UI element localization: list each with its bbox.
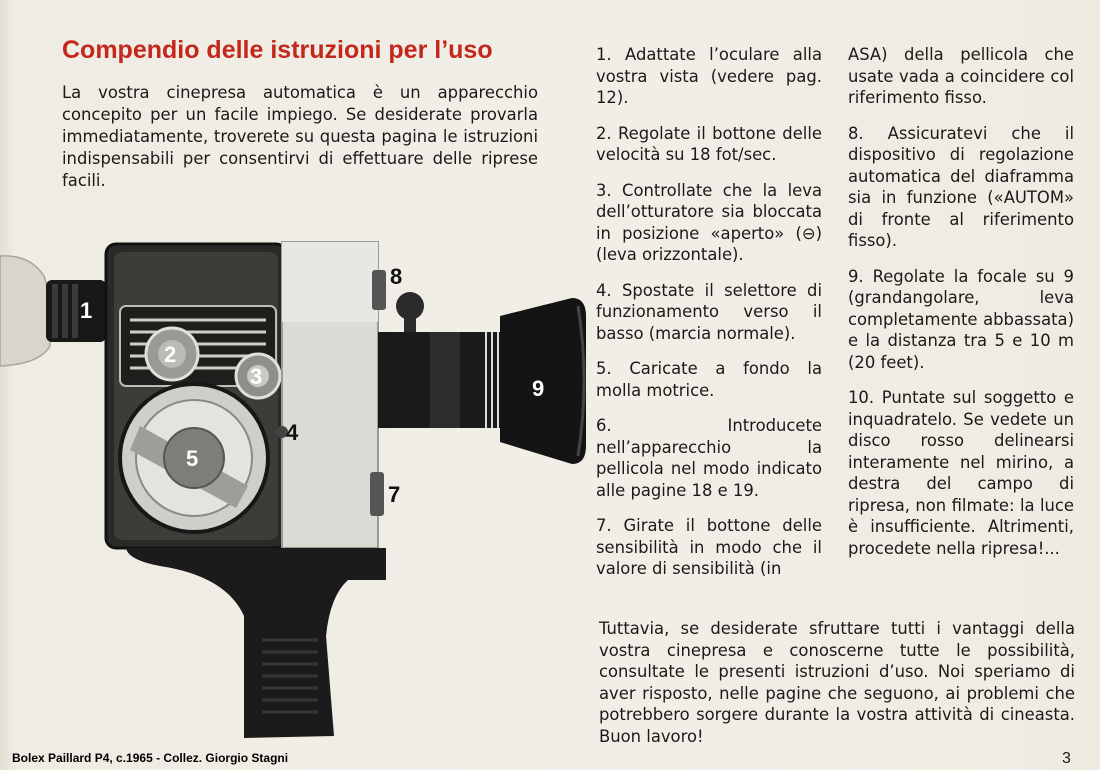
instruction-step: 7. Girate il bottone delle sensibilità in modo che il valore di sensibilità (in (596, 516, 822, 578)
instructions-column-right (848, 44, 1074, 573)
callout-1: 1 (80, 298, 93, 323)
instruction-step: 5. Caricate a fondo la molla motrice. (596, 359, 822, 400)
callout-7: 7 (388, 482, 401, 507)
callout-9: 9 (532, 376, 545, 401)
photo-credit: Bolex Paillard P4, c.1965 - Collez. Giorgio Stagni (12, 751, 289, 765)
instruction-step: 2. Regolate il bottone delle velocità su 18 fot/sec. (596, 123, 822, 164)
intro-paragraph: La vostra cinepresa automatica è un apparecchio concepito per un facile impiego. Se desiderate provarla immediatamente, troverete su questa pagina le istruzioni indispensabili per consentirvi di effettuare delle riprese facili. (62, 83, 538, 190)
instructions-column-left (596, 44, 822, 594)
instruction-step: 1. Adattate l’oculare alla vostra vista (vedere pag. 12). (596, 45, 822, 107)
instruction-step: 4. Spostate il selettore di funzionamento verso il basso (marcia normale). (596, 280, 822, 343)
pistol-grip (126, 548, 386, 738)
asa-knob (370, 472, 384, 516)
instruction-step: ASA) della pellicola che usate vada a coincidere col riferimento fisso. (848, 45, 1074, 107)
page-title: Compendio delle istruzioni per l’uso (62, 36, 493, 64)
camera-illustration (0, 236, 600, 750)
hand-shape (0, 256, 50, 366)
callout-3: 3 (250, 364, 263, 389)
aperture-knob (372, 270, 386, 310)
callout-2: 2 (164, 342, 177, 367)
instruction-step: 3. Controllate che la leva dell’otturatore sia bloccata in posizione «aperto» (⊖) (leva orizzontale). (596, 180, 822, 264)
callout-8: 8 (390, 264, 403, 289)
instruction-step: 8. Assicuratevi che il dispositivo di regolazione automatica del diaframma sia in funzione («AUTOM» di fronte al riferimento fisso). (848, 123, 1074, 250)
instruction-step: 6. Introducete nell’apparecchio la pellicola nel modo indicato alle pagine 18 e 19. (596, 416, 822, 500)
outro-paragraph: Tuttavia, se desiderate sfruttare tutti i vantaggi della vostra cinepresa e conoscerne tutte le possibilità, consultate le presenti istruzioni d’uso. Noi speriamo di aver risposto, nelle pagine che seguono, ai problemi che potrebbero sorgere durante la vostra attività di cineasta. Buon lavoro! (599, 619, 1075, 746)
callout-4: 4 (286, 420, 299, 445)
page-number: 3 (1062, 750, 1071, 767)
callout-5: 5 (186, 446, 199, 471)
instruction-step: 10. Puntate sul soggetto e inquadratelo. Se vedete un disco rosso delinearsi interamente nel mirino, a destra del campo di ripresa, non filmate: la luce è insufficiente. Altrimenti, procedete nella ripresa!... (848, 388, 1074, 558)
instruction-step: 9. Regolate la focale su 9 (grandangolare, leva completamente abbassata) e la distanza tra 5 e 10 m (20 feet). (848, 266, 1074, 372)
